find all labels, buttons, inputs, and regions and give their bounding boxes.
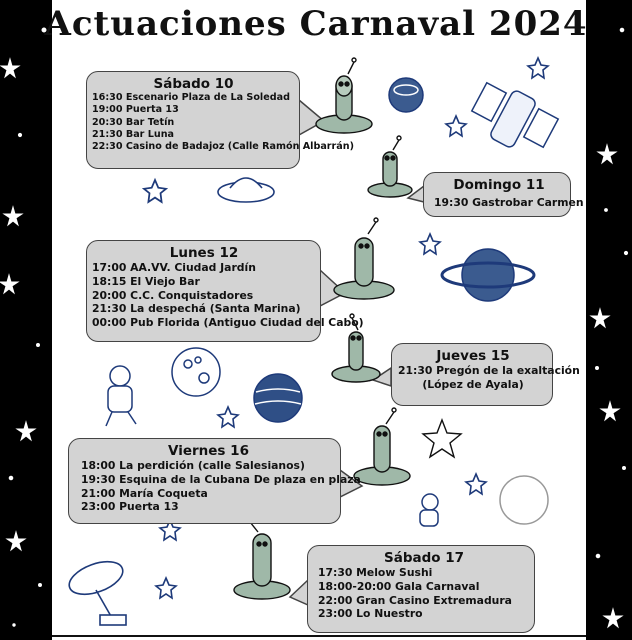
event-line: 22:30 Casino de Badajoz (Calle Ramón Albarrán) (92, 141, 354, 153)
event-line: 18:00-20:00 Gala Carnaval (318, 579, 480, 593)
outline-star-icon (423, 420, 461, 457)
day-card-sabado-10 (86, 71, 354, 169)
day-title: Domingo 11 (453, 177, 545, 193)
event-line: 21:30 Bar Luna (92, 128, 174, 140)
poster-title: Actuaciones Carnaval 2024 (44, 4, 588, 44)
event-line: 19:00 Puerta 13 (92, 104, 179, 116)
day-title: Sábado 10 (153, 76, 234, 92)
day-title: Jueves 15 (436, 348, 510, 364)
day-card-jueves-15 (391, 343, 580, 406)
event-line: 19:30 Esquina de la Cubana De plaza en plaza (81, 472, 361, 486)
satellite-icon (472, 83, 558, 149)
event-line: 22:00 Gran Casino Extremadura (318, 593, 512, 607)
event-line: 20:00 C.C. Conquistadores (92, 288, 254, 302)
event-line: 00:00 Pub Florida (Antiguo Ciudad del Cabo) (92, 316, 364, 330)
event-line: 16:30 Escenario Plaza de La Soledad (92, 92, 290, 103)
event-line: 21:00 María Coqueta (81, 486, 208, 500)
day-card-lunes-12 (86, 240, 364, 342)
event-line: 23:00 Puerta 13 (81, 500, 179, 514)
radar-dish-icon (65, 555, 127, 625)
event-line: 23:00 Lo Nuestro (318, 607, 423, 621)
day-title: Viernes 16 (168, 443, 249, 459)
event-line: 18:15 El Viejo Bar (92, 274, 200, 288)
ufo-icon (218, 178, 274, 202)
event-line: 17:30 Melow Sushi (318, 566, 433, 579)
event-line: 20:30 Bar Tetín (92, 116, 175, 128)
event-line: 18:00 La perdición (calle Salesianos) (81, 459, 305, 472)
event-note: (López de Ayala) (422, 377, 524, 391)
day-card-sabado-17 (307, 545, 535, 633)
event-line: 21:30 Pregón de la exaltación (398, 364, 580, 377)
day-title: Sábado 17 (383, 550, 465, 566)
event-line: 17:00 AA.VV. Ciudad Jardín (92, 261, 256, 274)
day-card-domingo-11 (423, 172, 584, 217)
day-title: Lunes 12 (169, 245, 239, 261)
day-card-viernes-16 (68, 438, 361, 524)
event-line: 21:30 La despechá (Santa Marina) (92, 302, 301, 316)
event-line: 19:30 Gastrobar Carmen (434, 196, 584, 209)
